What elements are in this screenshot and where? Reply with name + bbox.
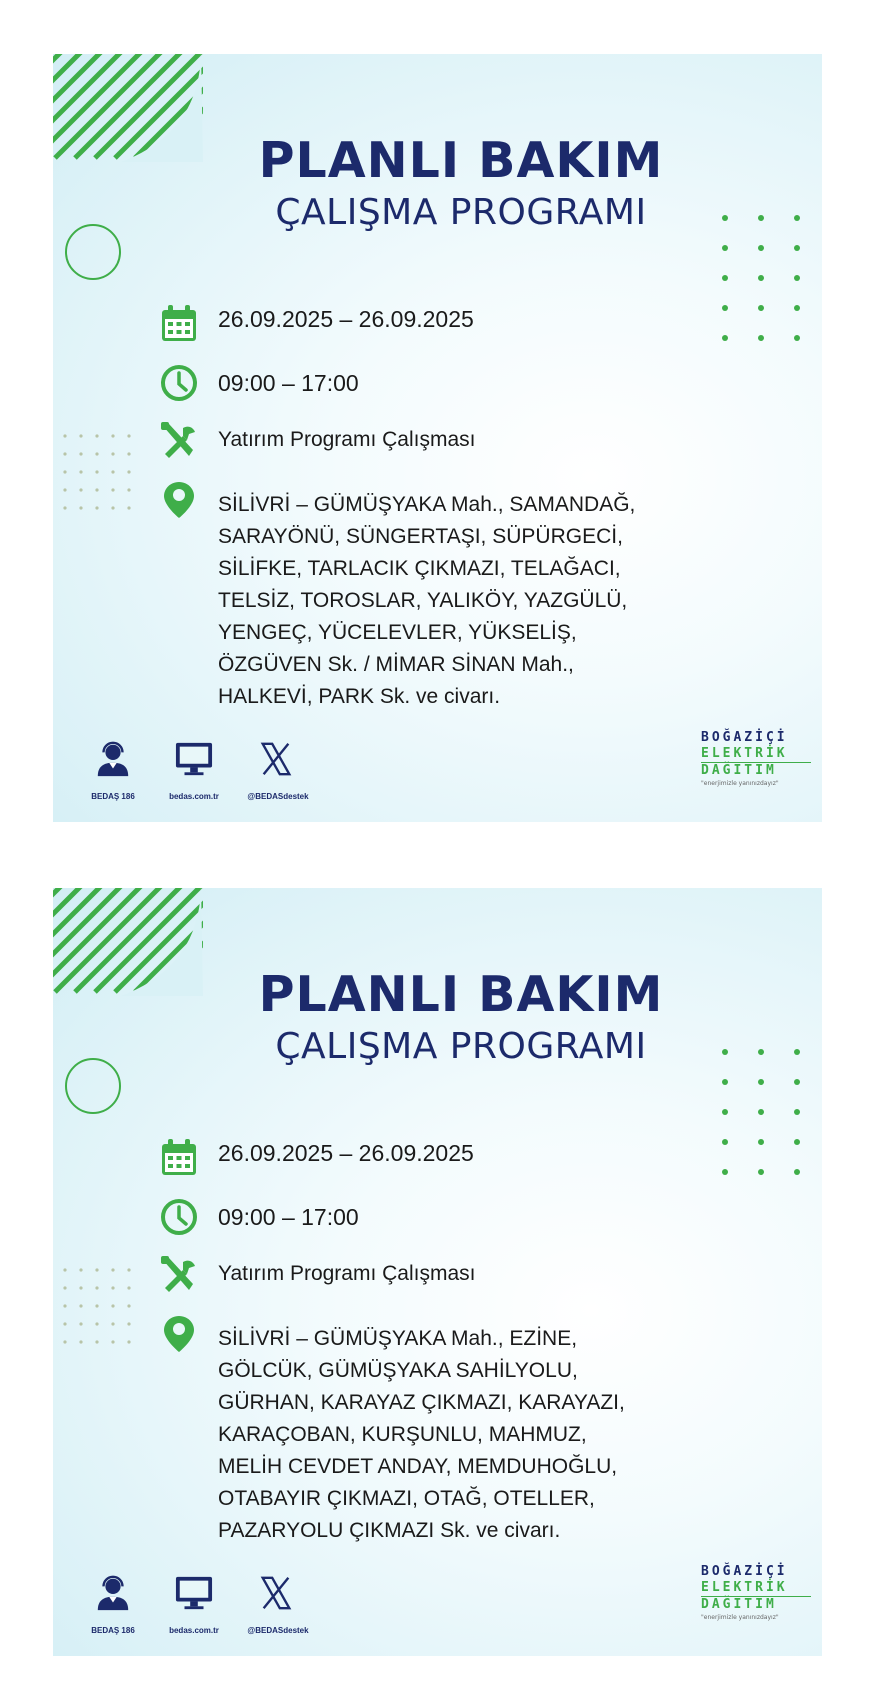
x-logo-icon	[258, 740, 294, 778]
footer-x-label: @BEDASdestek	[247, 792, 309, 801]
logo-line-1: BOĞAZİÇİ	[701, 1564, 788, 1579]
location-pin-icon	[159, 1314, 199, 1354]
logo-line-3: DAĞITIM	[701, 1596, 811, 1613]
monitor-icon	[173, 740, 215, 778]
address-list	[218, 489, 698, 713]
title-sub: ÇALIŞMA PROGRAMI	[275, 192, 647, 233]
time-range: 09:00 – 17:00	[218, 370, 359, 396]
date-range: 26.09.2025 – 26.09.2025	[218, 306, 474, 332]
address-line: YENGEÇ, YÜCELEVLER, YÜKSELİŞ,	[218, 621, 577, 644]
address-line: TELSİZ, TOROSLAR, YALIKÖY, YAZGÜLÜ,	[218, 589, 628, 612]
address-line: HALKEVİ, PARK Sk. ve civarı.	[218, 685, 501, 708]
footer-web-label: bedas.com.tr	[169, 792, 219, 801]
monitor-icon	[173, 1574, 215, 1612]
footer-web-label: bedas.com.tr	[169, 1626, 219, 1635]
footer-x-label: @BEDASdestek	[247, 1626, 309, 1635]
tools-icon	[159, 1254, 199, 1294]
logo-line-3: DAĞITIM	[701, 762, 811, 779]
support-agent-icon	[93, 740, 133, 778]
calendar-icon	[159, 1138, 199, 1178]
bedas-logo	[701, 730, 811, 789]
decorative-dots-grey	[61, 1266, 137, 1346]
address-line: GÖLCÜK, GÜMÜŞYAKA SAHİLYOLU,	[218, 1359, 578, 1382]
address-line: OTABAYIR ÇIKMAZI, OTAĞ, OTELLER,	[218, 1487, 595, 1510]
address-line: SİLİVRİ – GÜMÜŞYAKA Mah., SAMANDAĞ,	[218, 493, 636, 516]
logo-line-2: ELEKTRİK	[701, 746, 788, 761]
logo-tagline: "enerjimizle yanınızdayız"	[701, 780, 779, 787]
clock-icon	[159, 1197, 199, 1237]
work-type: Yatırım Programı Çalışması	[218, 428, 476, 451]
logo-line-1: BOĞAZİÇİ	[701, 730, 788, 745]
address-line: SARAYÖNÜ, SÜNGERTAŞI, SÜPÜRGECİ,	[218, 525, 623, 548]
address-line: SİLİVRİ – GÜMÜŞYAKA Mah., EZİNE,	[218, 1327, 578, 1350]
location-pin-icon	[159, 480, 199, 520]
decorative-dots-green	[717, 210, 813, 350]
clock-icon	[159, 363, 199, 403]
time-range: 09:00 – 17:00	[218, 1204, 359, 1230]
title-main: PLANLI BAKIM	[258, 966, 664, 1023]
maintenance-card-2	[53, 888, 822, 1656]
date-range: 26.09.2025 – 26.09.2025	[218, 1140, 474, 1166]
address-line: PAZARYOLU ÇIKMAZI Sk. ve civarı.	[218, 1519, 561, 1542]
decorative-dots-grey	[61, 432, 137, 512]
decorative-ring	[65, 224, 121, 280]
decorative-dots-green	[717, 1044, 813, 1184]
tools-icon	[159, 420, 199, 460]
work-type: Yatırım Programı Çalışması	[218, 1262, 476, 1285]
title-sub: ÇALIŞMA PROGRAMI	[275, 1026, 647, 1067]
address-line: SİLİFKE, TARLACIK ÇIKMAZI, TELAĞACI,	[218, 557, 621, 580]
bedas-logo	[701, 1564, 811, 1623]
address-list	[218, 1323, 698, 1547]
calendar-icon	[159, 304, 199, 344]
logo-tagline: "enerjimizle yanınızdayız"	[701, 1614, 779, 1621]
decorative-ring	[65, 1058, 121, 1114]
support-agent-icon	[93, 1574, 133, 1612]
address-line: GÜRHAN, KARAYAZ ÇIKMAZI, KARAYAZI,	[218, 1391, 625, 1414]
footer-phone-label: BEDAŞ 186	[91, 792, 135, 801]
x-logo-icon	[258, 1574, 294, 1612]
address-line: ÖZGÜVEN Sk. / MİMAR SİNAN Mah.,	[218, 653, 574, 676]
maintenance-card-1	[53, 54, 822, 822]
logo-line-2: ELEKTRİK	[701, 1580, 788, 1595]
address-line: KARAÇOBAN, KURŞUNLU, MAHMUZ,	[218, 1423, 587, 1446]
address-line: MELİH CEVDET ANDAY, MEMDUHOĞLU,	[218, 1455, 618, 1478]
footer-phone-label: BEDAŞ 186	[91, 1626, 135, 1635]
title-main: PLANLI BAKIM	[258, 132, 664, 189]
